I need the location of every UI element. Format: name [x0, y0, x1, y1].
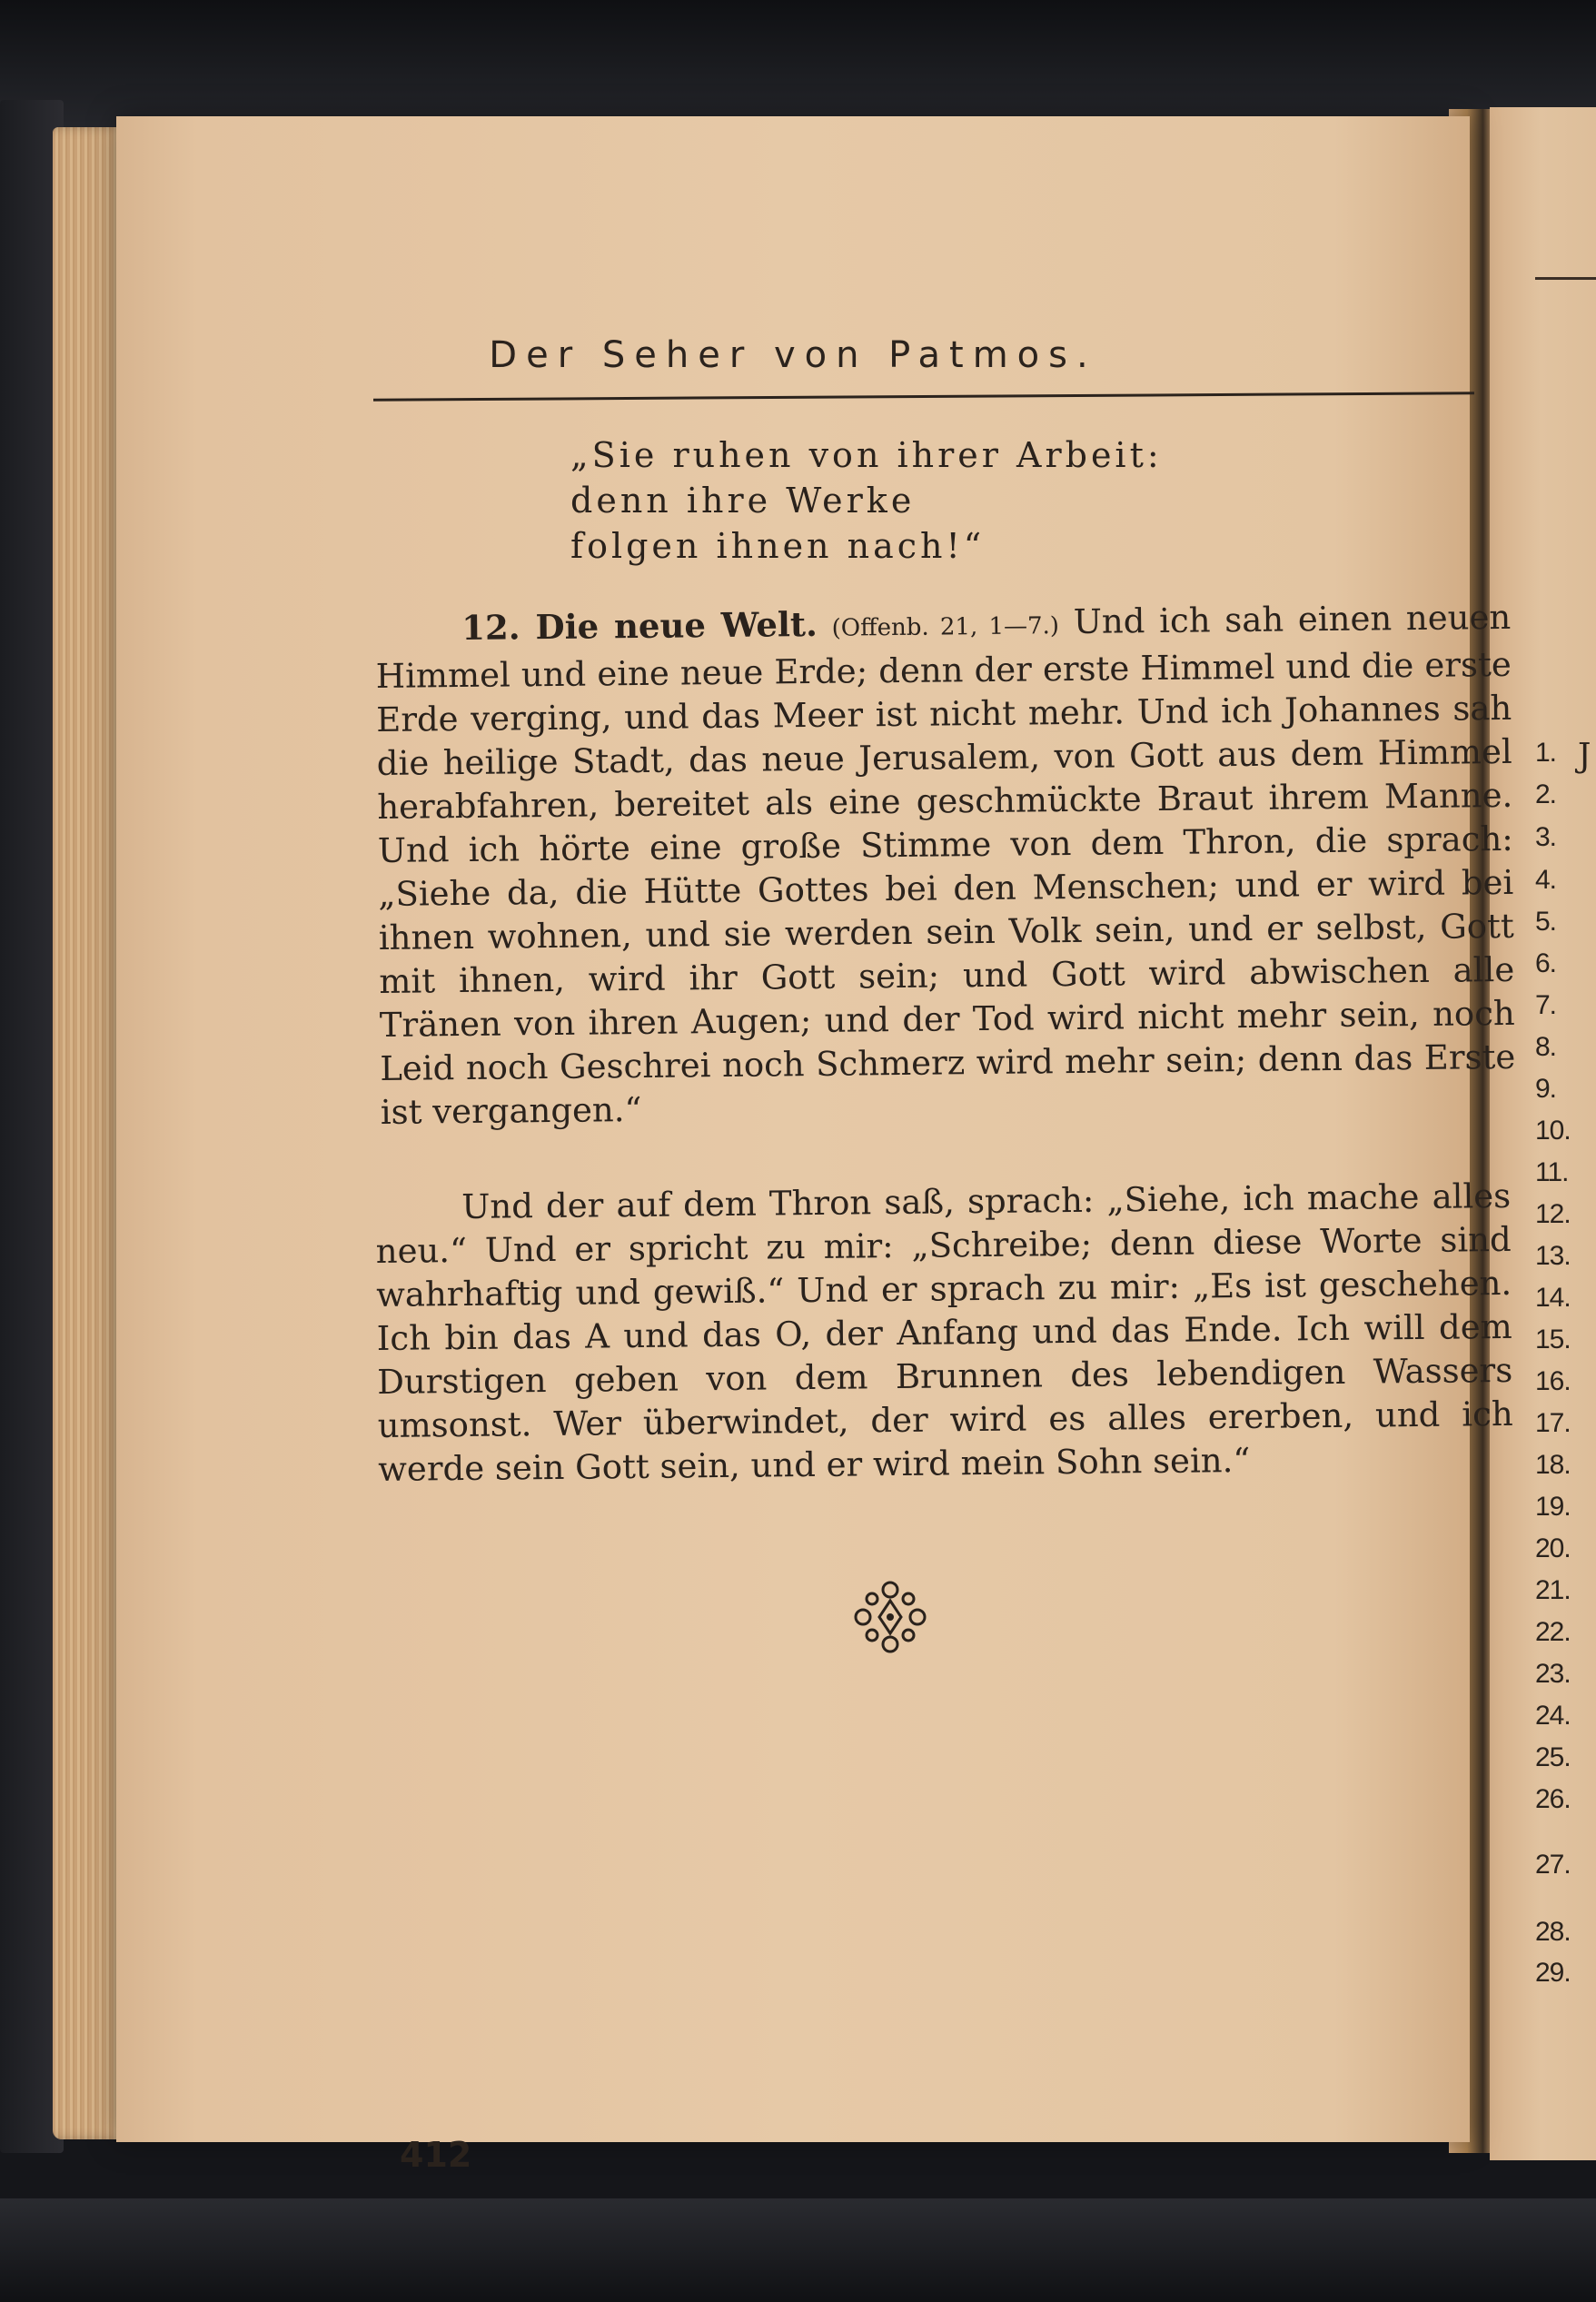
list-number: 1.: [1535, 738, 1557, 768]
list-number: 21.: [1535, 1575, 1571, 1605]
list-number: 14.: [1535, 1283, 1571, 1313]
list-number: 12.: [1535, 1199, 1571, 1229]
scripture-reference: (Offenb. 21, 1—7.): [831, 612, 1060, 642]
list-number: 18.: [1535, 1450, 1571, 1480]
section-paragraph: [375, 595, 1516, 1135]
list-number: 24.: [1535, 1701, 1571, 1731]
list-number: 17.: [1535, 1408, 1571, 1438]
right-page-truncated-letter: J: [1578, 738, 1591, 775]
list-number: 7.: [1535, 990, 1557, 1020]
list-number: 8.: [1535, 1032, 1557, 1062]
list-number: 23.: [1535, 1659, 1571, 1689]
list-number: 20.: [1535, 1533, 1571, 1563]
left-page: [116, 116, 1516, 2175]
list-number: 29.: [1535, 1958, 1571, 1988]
header-rule: [373, 392, 1474, 401]
list-number: 4.: [1535, 865, 1557, 895]
page-number: 412: [400, 2135, 472, 2175]
list-number: 6.: [1535, 948, 1557, 978]
background-bottom: [0, 2198, 1596, 2302]
list-number: 5.: [1535, 907, 1557, 937]
list-number: 13.: [1535, 1241, 1571, 1271]
list-number: 25.: [1535, 1742, 1571, 1772]
verse-block: [570, 432, 1163, 569]
list-number: 28.: [1535, 1917, 1571, 1947]
list-number: 2.: [1535, 779, 1557, 809]
verse-line: denn ihre Werke: [570, 481, 916, 521]
list-number: 11.: [1535, 1157, 1569, 1187]
list-number: 9.: [1535, 1074, 1557, 1104]
list-number: 26.: [1535, 1784, 1571, 1814]
list-number: 19.: [1535, 1492, 1571, 1522]
verse-line: folgen ihnen nach!“: [570, 526, 986, 566]
list-number: 27.: [1535, 1850, 1571, 1880]
list-number: 3.: [1535, 822, 1557, 852]
right-page-rule: [1535, 277, 1596, 280]
section-body: Und ich sah einen neuen Himmel und eine neue Erde; denn der erste Himmel und die erste Erde verging, und das Meer ist nicht mehr. Und ich Johannes sah die heilige Stadt, das neue Jerusalem, von Gott aus dem Himmel herabfahren, bereitet als eine geschmückte Braut ihrem Manne. Und ich hörte eine große Stimme von dem Thron, die sprach: „Siehe da, die Hütte Gottes bei den Menschen; und er wird bei ihnen wohnen, und sie werden sein Volk sein, und er selbst, Gott mit ihnen, wird ihr Gott sein; und Gott wird abwischen alle Tränen von ihren Augen; und der Tod wird nicht mehr sein, noch Leid noch Geschrei noch Schmerz wird mehr sein; denn das Erste ist vergangen.“: [375, 597, 1516, 1132]
page-edges: [53, 127, 125, 2139]
ornament-icon: [845, 1572, 936, 1662]
list-number: 16.: [1535, 1366, 1571, 1396]
running-header: Der Seher von Patmos.: [489, 334, 1097, 376]
list-number: 15.: [1535, 1325, 1571, 1354]
section-heading: 12. Die neue Welt.: [461, 603, 818, 649]
list-number: 10.: [1535, 1116, 1571, 1146]
list-number: 22.: [1535, 1617, 1571, 1647]
verse-line: „Sie ruhen von ihrer Arbeit:: [570, 435, 1163, 475]
second-paragraph: Und der auf dem Thron saß, sprach: „Siehe, ich mache alles neu.“ Und er spricht zu mir: „Schreibe; denn diese Worte sind wahrhaftig und gewiß.“ Und er sprach zu mir: „Es ist geschehen. Ich bin das A und das O, der Anfang und das Ende. Ich will dem Durstigen geben von dem Brunnen des lebendigen Wassers umsonst. Wer überwindet, der wird es alles ererben, und ich werde sein Gott sein, und er wird mein Sohn sein.“: [375, 1176, 1513, 1489]
